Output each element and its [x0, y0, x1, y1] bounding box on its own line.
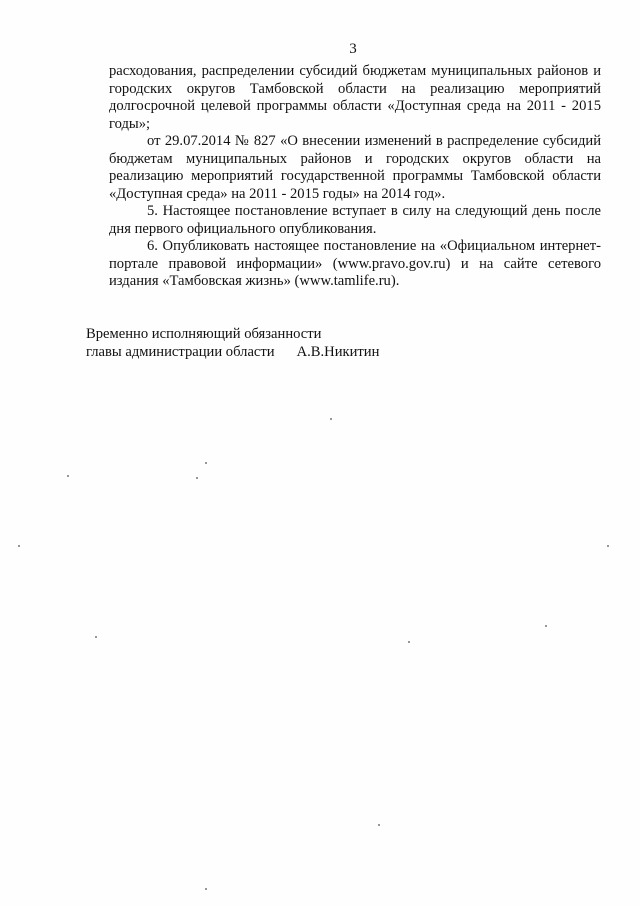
signatory-title-line1: Временно исполняющий обязанности: [86, 326, 322, 342]
scan-speck: [67, 475, 69, 477]
signatory-name: А.В.Никитин: [296, 343, 380, 360]
paragraph-resolution-827: от 29.07.2014 № 827 «О внесении изменений в распределение субсидий бюджетам муниципальных районов и городских округов области на реализацию мероприятий государственной программы Тамбовской области «Доступная среда» на 2011 - 2015 годы» на 2014 год».: [109, 133, 601, 202]
signature-block: [86, 326, 379, 361]
paragraph-continuation: расходования, распределении субсидий бюджетам муниципальных районов и городских округов Тамбовской области на реализацию мероприятий долгосрочной целевой программы области «Доступная среда на 2011 - 2015 годы»;: [109, 63, 601, 132]
scan-speck: [95, 636, 97, 638]
scan-speck: [205, 888, 207, 890]
scan-speck: [607, 545, 609, 547]
scan-speck: [330, 418, 332, 420]
signatory-title-text: главы администрации области: [86, 343, 275, 360]
paragraph-effective-date: 5. Настоящее постановление вступает в силу на следующий день после дня первого официального опубликования.: [109, 203, 601, 237]
signatory-title-line2: [86, 344, 379, 362]
scan-speck: [408, 641, 410, 643]
paragraph-publication: 6. Опубликовать настоящее постановление на «Официальном интернет-портале правовой информации» (www.pravo.gov.ru) и на сайте сетевого издания «Тамбовская жизнь» (www.tamlife.ru).: [109, 238, 601, 289]
scan-speck: [378, 824, 380, 826]
scan-speck: [205, 462, 207, 464]
scan-speck: [545, 625, 547, 627]
scan-speck: [18, 545, 20, 547]
page-number: 3: [349, 41, 357, 57]
document-body: [109, 63, 601, 291]
scan-speck: [196, 477, 198, 479]
